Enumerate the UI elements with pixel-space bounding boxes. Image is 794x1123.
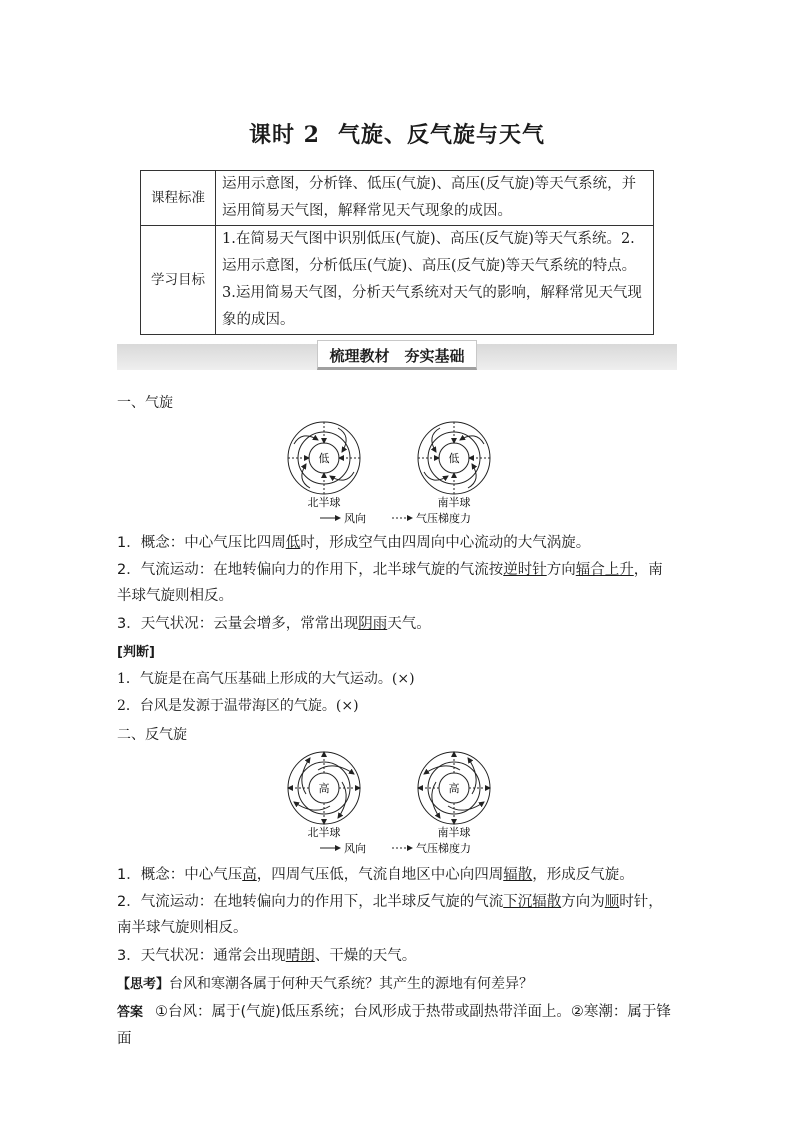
item-number: 2． xyxy=(117,894,141,910)
item-key-term: 晴朗 xyxy=(285,948,315,964)
cyclone-item-1 xyxy=(117,530,677,556)
item-text: 概念：中心气压 xyxy=(140,867,243,883)
section-heading-anticyclone: 二、反气旋 xyxy=(117,727,187,743)
cyclone-item-2 xyxy=(117,557,677,609)
item-text: 天气。 xyxy=(387,616,431,632)
item-number: 2． xyxy=(117,562,141,578)
cyclone-item-3 xyxy=(117,611,677,637)
force-legend-label: 气压梯度力 xyxy=(416,512,471,525)
item-text: 方向为 xyxy=(561,894,605,910)
think-question xyxy=(117,971,677,998)
judge-item-2: 2．台风是发源于温带海区的气旋。(×) xyxy=(117,698,359,714)
table-row xyxy=(141,171,654,226)
item-text: 气流运动：在地转偏向力的作用下，北半球反气旋的气流 xyxy=(140,894,504,910)
goal-header: 学习目标 xyxy=(141,226,216,335)
item-number: 1． xyxy=(117,867,141,883)
goal-text: 1.在简易天气图中识别低压(气旋)、高压(反气旋)等天气系统。2.运用示意图，分析低压(气旋)、高压(反气旋)等天气系统的特点。3.运用简易天气图，分析天气系统对天气的影响，解释常见天气现象的成因。 xyxy=(216,226,654,335)
item-text: 方向 xyxy=(546,562,576,578)
wind-legend-label: 风向 xyxy=(344,512,366,525)
item-key-term: 阴雨 xyxy=(358,616,388,632)
item-text: ，形成反气旋。 xyxy=(532,867,634,883)
item-key-term: 低 xyxy=(285,535,301,551)
wind-legend-label: 风向 xyxy=(344,842,366,855)
item-key-term: 高 xyxy=(242,867,257,883)
judge-item-1: 1．气旋是在高气压基础上形成的大气运动。(×) xyxy=(117,671,415,687)
page-title xyxy=(0,118,794,149)
think-question-text: 台风和寒潮各属于何种天气系统？其产生的源地有何差异？ xyxy=(169,976,534,992)
item-text: 气流运动：在地转偏向力的作用下，北半球气旋的气流按 xyxy=(140,562,504,578)
item-number: 3． xyxy=(117,948,141,964)
item-key-term: 辐合上升 xyxy=(575,562,634,578)
item-number: 1． xyxy=(117,535,141,551)
standard-text: 运用示意图，分析锋、低压(气旋)、高压(反气旋)等天气系统，并运用简易天气图，解释常见天气现象的成因。 xyxy=(216,171,654,226)
anticyclone-north-center-label: 高 xyxy=(318,782,330,795)
banner-label: 梳理教材 夯实基础 xyxy=(317,340,477,370)
anticyclone-north-label: 北半球 xyxy=(307,826,341,839)
anticyclone-item-1 xyxy=(117,862,677,888)
anticyclone-item-2 xyxy=(117,889,677,941)
cyclone-south-center-label: 低 xyxy=(448,452,460,465)
think-answer xyxy=(117,999,677,1052)
anticyclone-south-center-label: 高 xyxy=(448,782,460,795)
cyclone-north-label: 北半球 xyxy=(307,496,341,509)
anticyclone-south-label: 南半球 xyxy=(437,826,471,839)
item-text: ，四周气压低，气流自地区中心向四周 xyxy=(256,867,504,883)
item-text: 概念：中心气压比四周 xyxy=(140,535,286,551)
anticyclone-item-3 xyxy=(117,943,677,969)
answer-tag: 答案 xyxy=(117,1005,144,1020)
item-key-term: 下沉辐散 xyxy=(503,894,562,910)
item-text: 天气状况：云量会增多，常常出现 xyxy=(140,616,359,632)
lesson-number: 课时 2 xyxy=(249,122,320,148)
standards-table xyxy=(140,170,654,335)
item-text: 时针，南半球气旋则相反。 xyxy=(117,894,663,936)
anticyclone-diagram xyxy=(280,748,540,856)
section-heading-cyclone: 一、气旋 xyxy=(117,395,173,411)
think-tag: 【思考】 xyxy=(117,977,170,992)
item-key-term: 辐散 xyxy=(503,867,533,883)
table-row xyxy=(141,226,654,335)
item-text: 、干燥的天气。 xyxy=(314,948,417,964)
force-legend-label: 气压梯度力 xyxy=(416,842,471,855)
answer-text: ①台风：属于(气旋)低压系统；台风形成于热带或副热带洋面上。②寒潮：属于锋面 xyxy=(117,1004,671,1047)
item-text: ，南半球气旋则相反。 xyxy=(117,562,663,604)
item-text: 时，形成空气由四周向中心流动的大气涡旋。 xyxy=(300,535,591,551)
section-banner xyxy=(117,344,677,370)
item-key-term: 逆时针 xyxy=(503,562,547,578)
item-key-term: 顺 xyxy=(604,894,620,910)
lesson-topic: 气旋、反气旋与天气 xyxy=(337,122,545,148)
item-text: 天气状况：通常会出现 xyxy=(140,948,286,964)
item-number: 3． xyxy=(117,616,141,632)
judge-tag: [判断] xyxy=(117,645,155,660)
standard-header: 课程标准 xyxy=(141,171,216,226)
cyclone-south-label: 南半球 xyxy=(437,496,471,509)
cyclone-north-center-label: 低 xyxy=(318,452,330,465)
cyclone-diagram xyxy=(280,418,540,526)
